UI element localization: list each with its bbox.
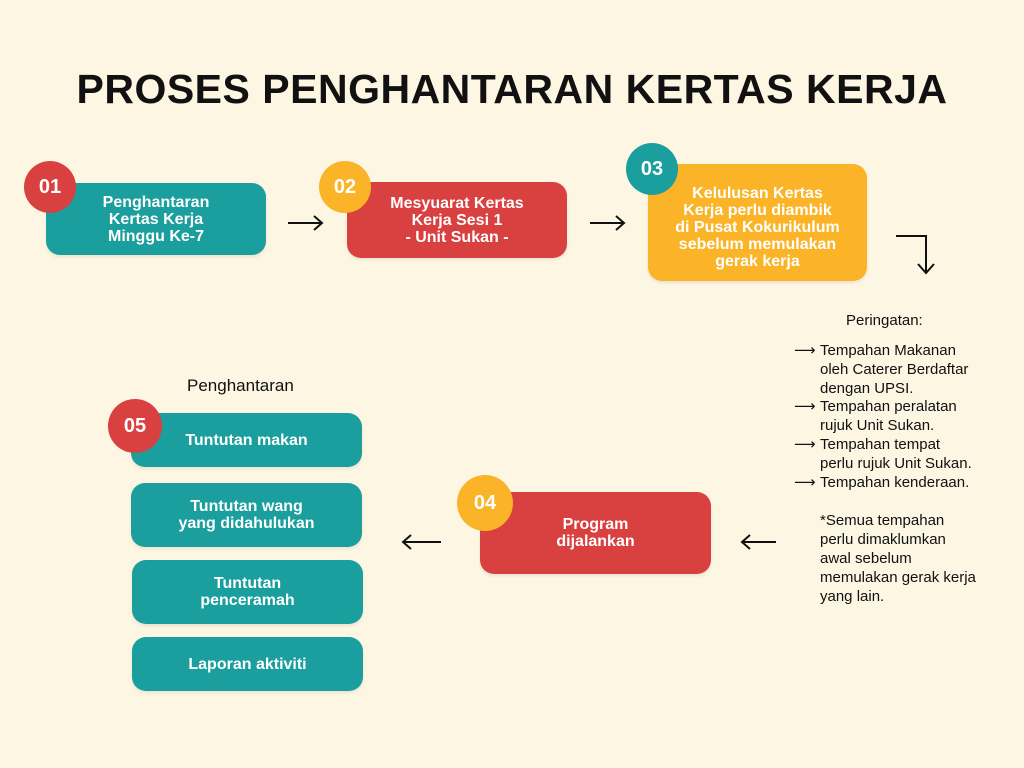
warning-heading: Peringatan: [846,312,923,329]
step-1-box: Penghantaran Kertas Kerja Minggu Ke-7 [46,183,266,255]
step-4-box: Program dijalankan [480,492,711,574]
arrow-left-icon [738,532,778,552]
arrow-right-icon: ⟶ [794,398,816,415]
step-3-badge: 03 [626,143,678,195]
step-5-item: Laporan aktiviti [132,637,363,691]
step-2-box: Mesyuarat Kertas Kerja Sesi 1 - Unit Sukan - [347,182,567,258]
arrow-right-icon [588,213,628,233]
step-4-badge: 04 [457,475,513,531]
step-1-badge: 01 [24,161,76,213]
arrow-down-bend-icon [894,232,936,278]
arrow-left-icon [399,532,443,552]
arrow-right-icon: ⟶ [794,342,816,359]
arrow-right-icon [286,213,326,233]
step-5-item: Tuntutan penceramah [132,560,363,624]
step-5-badge: 05 [108,399,162,453]
step-5-heading: Penghantaran [187,376,294,395]
page-title: PROSES PENGHANTARAN KERTAS KERJA [76,66,948,112]
step-2-badge: 02 [319,161,371,213]
step-5-item: Tuntutan wang yang didahulukan [131,483,362,547]
step-5-item: Tuntutan makan [131,413,362,467]
step-3-box: Kelulusan Kertas Kerja perlu diambik di Pusat Kokurikulum sebelum memulakan gerak kerja [648,164,867,281]
arrow-right-icon: ⟶ [794,474,816,491]
arrow-right-icon: ⟶ [794,436,816,453]
warning-note: *Semua tempahan perlu dimaklumkan awal sebelum memulakan gerak kerja yang lain. [820,512,976,605]
